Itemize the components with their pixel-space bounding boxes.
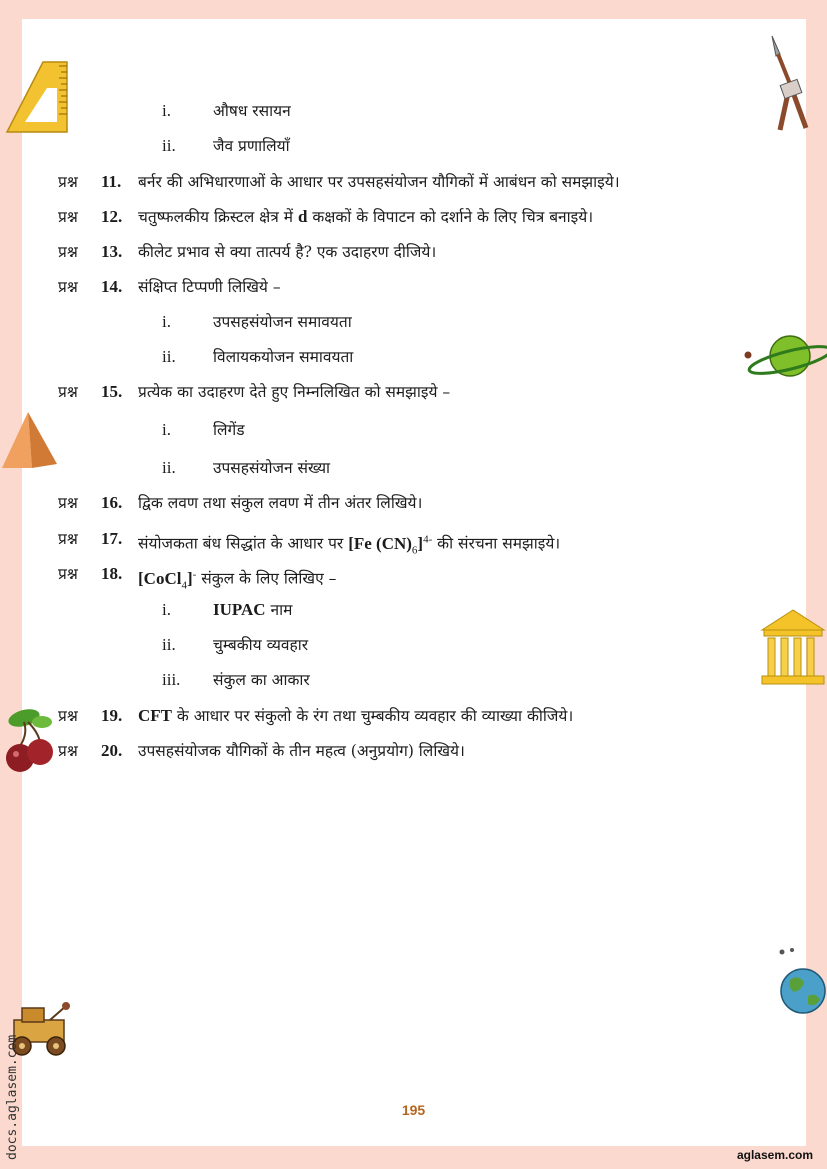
- chemical-formula: [348, 533, 433, 557]
- compass-icon: [766, 34, 814, 134]
- sub-item-text: [213, 307, 352, 337]
- question-number: 18.: [101, 564, 123, 583]
- side-watermark: docs.aglasem.com: [5, 1034, 20, 1160]
- question-text-part: संक्षिप्त टिप्पणी लिखिये –: [138, 278, 281, 296]
- roman-numeral: ii.: [162, 347, 176, 366]
- question-text: [138, 701, 573, 731]
- formula-bracket: ]: [186, 568, 193, 588]
- sub-item-text: [213, 630, 308, 660]
- ruler-triangle-icon: [3, 58, 69, 136]
- sub-item-bold: IUPAC: [213, 600, 266, 619]
- question-number: 20.: [101, 741, 123, 760]
- cherries-icon: [2, 706, 60, 778]
- page-number: 195: [401, 1102, 426, 1118]
- formula-subscript: 6: [411, 544, 418, 557]
- sub-item-text: [213, 96, 291, 126]
- roman-numeral: i.: [162, 101, 171, 120]
- question-number: 13.: [101, 242, 123, 261]
- question-label: प्रश्न: [58, 494, 78, 512]
- question-text-part: के आधार पर संकुलो के रंग तथा चुम्बकीय व्यवहार की व्याख्या कीजिये।: [172, 707, 574, 725]
- planet-icon: [740, 330, 827, 382]
- question-text-part: उपसहसंयोजक यौगिकों के तीन महत्व (अनुप्रयोग) लिखिये।: [138, 742, 465, 760]
- question-label: प्रश्न: [58, 707, 78, 725]
- question-text-part: की संरचना समझाइये।: [432, 534, 561, 553]
- question-text-part: संकुल के लिए लिखिए –: [196, 569, 337, 588]
- question-label: प्रश्न: [58, 173, 78, 191]
- chemical-formula: [138, 568, 197, 592]
- sub-item-label: उपसहसंयोजन समावयता: [213, 313, 352, 331]
- question-text: [138, 377, 450, 407]
- roman-numeral: ii.: [162, 458, 176, 477]
- question-text-part: प्रत्येक का उदाहरण देते हुए निम्नलिखित को समझाइये –: [138, 383, 451, 401]
- question-number: 17.: [101, 529, 123, 548]
- formula-main: [CoCl: [138, 568, 182, 588]
- question-text-part: कक्षकों के विपाटन को दर्शाने के लिए चित्र बनाइये।: [307, 208, 594, 226]
- pyramid-icon: [0, 410, 58, 470]
- formula-bracket: ]: [417, 533, 424, 553]
- roman-numeral: i.: [162, 312, 171, 331]
- formula-subscript: 4: [181, 579, 187, 592]
- roman-numeral: i.: [162, 420, 171, 439]
- footer-brand: aglasem.com: [736, 1148, 813, 1162]
- question-label: प्रश्न: [58, 742, 78, 760]
- question-text-part: संयोजकता बंध सिद्धांत के आधार पर: [138, 534, 349, 553]
- question-text: [138, 202, 593, 232]
- formula-main: [Fe (CN): [348, 533, 412, 553]
- sub-item-label: लिगेंड: [213, 421, 245, 439]
- question-number: 14.: [101, 277, 123, 296]
- sub-item-text: [213, 453, 330, 483]
- question-text: [138, 167, 620, 197]
- question-number: 19.: [101, 706, 123, 725]
- sub-item-text: [213, 415, 245, 445]
- sub-item-label: विलायकयोजन समावयता: [213, 348, 354, 366]
- question-text: [138, 488, 422, 518]
- sub-item-text: [213, 595, 292, 625]
- roman-numeral: ii.: [162, 635, 176, 654]
- question-label: प्रश्न: [58, 565, 78, 583]
- question-text: [138, 559, 336, 600]
- question-text: [138, 237, 436, 267]
- question-number: 15.: [101, 382, 123, 401]
- question-number: 16.: [101, 493, 123, 512]
- question-label: प्रश्न: [58, 243, 78, 261]
- roman-numeral: iii.: [162, 670, 181, 689]
- question-number: 12.: [101, 207, 123, 226]
- question-term: CFT: [138, 706, 172, 725]
- formula-charge: -: [192, 568, 197, 580]
- question-label: प्रश्न: [58, 530, 78, 548]
- sub-item-label: उपसहसंयोजन संख्या: [213, 459, 331, 477]
- question-text: [138, 272, 281, 302]
- question-text-part: द्विक लवण तथा संकुल लवण में तीन अंतर लिखिये।: [138, 494, 423, 512]
- formula-charge: 4-: [423, 533, 433, 545]
- earth-icon: [776, 946, 827, 1020]
- sub-item-label: चुम्बकीय व्यवहार: [213, 636, 309, 654]
- temple-icon: [760, 608, 827, 686]
- question-text-part: चतुष्फलकीय क्रिस्टल क्षेत्र में: [138, 208, 298, 226]
- sub-item-label: जैव प्रणालियाँ: [213, 137, 290, 155]
- roman-numeral: i.: [162, 600, 171, 619]
- question-label: प्रश्न: [58, 208, 78, 226]
- sub-item-text: [213, 665, 310, 695]
- question-text-part: बर्नर की अभिधारणाओं के आधार पर उपसहसंयोजन यौगिकों में आबंधन को समझाइये।: [138, 173, 620, 191]
- question-text-part: कीलेट प्रभाव से क्या तात्पर्य है? एक उदाहरण दीजिये।: [138, 243, 437, 261]
- sub-item-label: नाम: [265, 601, 293, 619]
- question-text: [138, 736, 465, 766]
- roman-numeral: ii.: [162, 136, 176, 155]
- sub-item-label: औषध रसायन: [213, 102, 291, 120]
- sub-item-text: [213, 342, 353, 372]
- question-term: d: [297, 207, 308, 226]
- sub-item-text: [213, 131, 290, 161]
- question-label: प्रश्न: [58, 383, 78, 401]
- sub-item-label: संकुल का आकार: [213, 671, 310, 689]
- question-label: प्रश्न: [58, 278, 78, 296]
- question-number: 11.: [101, 172, 122, 191]
